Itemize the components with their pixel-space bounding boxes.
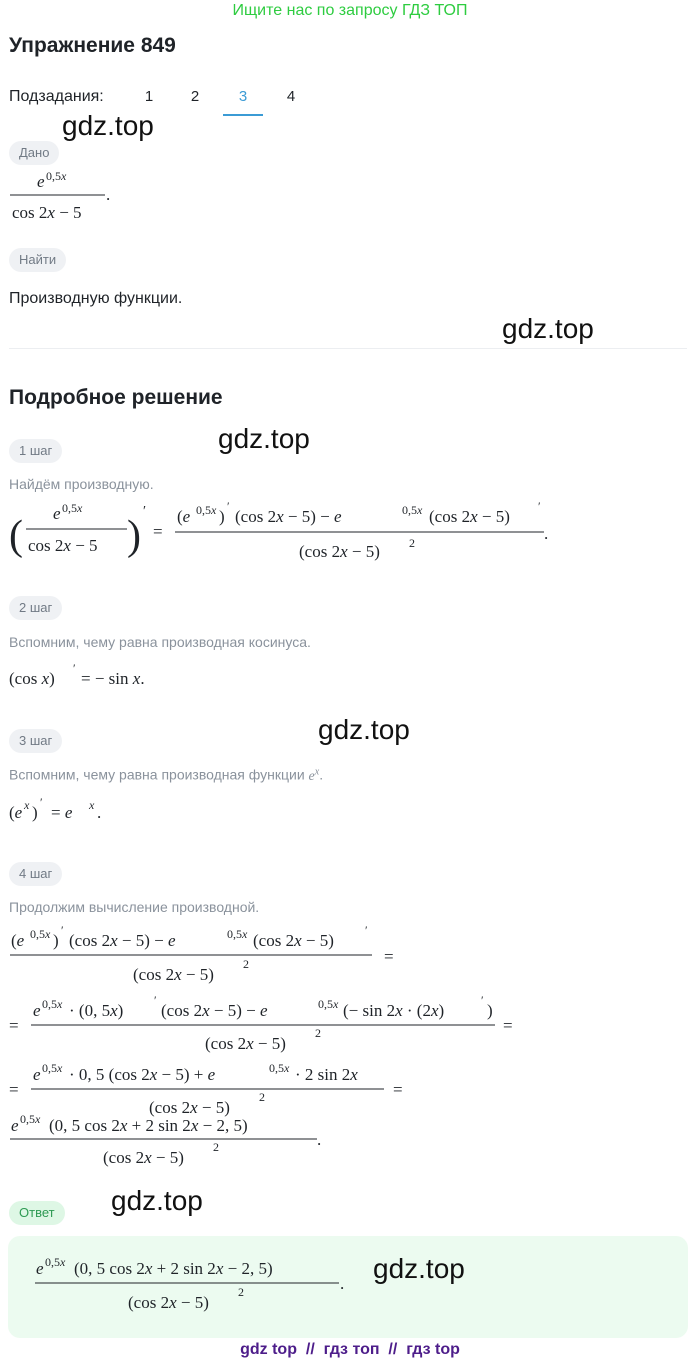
- svg-text:=: =: [9, 1016, 19, 1035]
- svg-text:cos 2x − 5: cos 2x − 5: [12, 203, 82, 222]
- svg-text:0,5x: 0,5x: [20, 1112, 41, 1126]
- svg-text:.: .: [317, 1130, 322, 1149]
- svg-text:(: (: [9, 513, 23, 559]
- step-4-badge: 4 шаг: [9, 862, 62, 886]
- svg-text:x: x: [24, 798, 30, 812]
- watermark: gdz.top: [502, 313, 594, 344]
- watermark: gdz.top: [373, 1253, 465, 1284]
- subtasks-label: Подзадания:: [9, 88, 104, 105]
- step-1-text: Найдём производную.: [9, 476, 154, 492]
- step-1-badge: 1 шаг: [9, 439, 62, 463]
- svg-text:0,5x: 0,5x: [30, 927, 51, 941]
- svg-text:(cos 2x − 5): (cos 2x − 5): [133, 965, 214, 984]
- svg-text:0,5x: 0,5x: [227, 927, 248, 941]
- svg-text:=: =: [153, 522, 163, 541]
- svg-text:(cos 2x − 5): (cos 2x − 5): [149, 1098, 230, 1117]
- svg-text:′: ′: [538, 499, 541, 513]
- svg-text:0,5x: 0,5x: [45, 1255, 66, 1269]
- svg-text:′: ′: [40, 795, 43, 809]
- page-title: Упражнение 849: [9, 34, 176, 57]
- svg-text:2: 2: [259, 1090, 265, 1104]
- svg-text:(− sin 2x · (2x): (− sin 2x · (2x): [343, 1001, 445, 1020]
- svg-text:.: .: [106, 185, 111, 204]
- svg-text:0,5x: 0,5x: [42, 997, 63, 1011]
- footer-links[interactable]: gdz top // гдз топ // гдз top: [240, 1341, 460, 1358]
- svg-text:e: e: [36, 1259, 44, 1278]
- step-3-formula: [9, 794, 139, 828]
- svg-text:= − sin x.: = − sin x.: [81, 669, 145, 688]
- find-text: Производную функции.: [9, 290, 183, 307]
- step-4-text: Продолжим вычисление производной.: [9, 899, 260, 915]
- svg-text:): ): [219, 507, 225, 526]
- tab-2[interactable]: 2: [190, 88, 200, 105]
- watermark: gdz.top: [62, 110, 154, 141]
- svg-text:.: .: [97, 803, 102, 822]
- svg-text:· (0, 5x): · (0, 5x): [69, 1001, 124, 1020]
- svg-text:′: ′: [365, 923, 368, 937]
- svg-text:(0, 5 cos 2x + 2 sin 2x − 2, 5: (0, 5 cos 2x + 2 sin 2x − 2, 5): [49, 1116, 248, 1135]
- svg-text:cos 2x − 5: cos 2x − 5: [28, 536, 98, 555]
- svg-text:(e: (e: [177, 507, 191, 526]
- svg-text:0,5x: 0,5x: [402, 503, 423, 517]
- svg-text:2: 2: [238, 1285, 244, 1299]
- given-formula: [9, 168, 119, 230]
- svg-text:(cos 2x − 5) − e: (cos 2x − 5) − e: [69, 931, 176, 950]
- svg-text:0,5x: 0,5x: [269, 1061, 290, 1075]
- svg-text:(cos 2x − 5) − e: (cos 2x − 5) − e: [161, 1001, 268, 1020]
- svg-text:e: e: [33, 1065, 41, 1084]
- step-4-formula: [9, 922, 539, 1167]
- svg-text:2: 2: [213, 1140, 219, 1154]
- svg-text:0,5x: 0,5x: [196, 503, 217, 517]
- step-2-text: Вспомним, чему равна производная косинуса.: [9, 634, 311, 650]
- svg-text:): ): [32, 803, 38, 822]
- given-badge: Дано: [9, 141, 59, 165]
- promo-banner[interactable]: Ищите нас по запросу ГДЗ ТОП: [232, 2, 468, 19]
- svg-text:(0, 5 cos 2x + 2 sin 2x − 2, 5: (0, 5 cos 2x + 2 sin 2x − 2, 5): [74, 1259, 273, 1278]
- svg-text:0,5x: 0,5x: [62, 501, 83, 515]
- step-2-badge: 2 шаг: [9, 596, 62, 620]
- svg-text:0,5x: 0,5x: [318, 997, 339, 1011]
- svg-text:): ): [53, 931, 59, 950]
- svg-text:′: ′: [143, 504, 147, 519]
- svg-text:): ): [127, 513, 141, 559]
- svg-text:′: ′: [227, 499, 230, 513]
- svg-text:=: =: [393, 1080, 403, 1099]
- svg-text:0,5x: 0,5x: [42, 1061, 63, 1075]
- svg-text:(cos 2x − 5): (cos 2x − 5): [429, 507, 510, 526]
- svg-text:· 2 sin 2x: · 2 sin 2x: [295, 1065, 358, 1084]
- svg-text:e: e: [53, 504, 61, 523]
- tab-4[interactable]: 4: [286, 88, 296, 105]
- active-tab-indicator: [223, 114, 263, 116]
- answer-formula: [34, 1252, 354, 1324]
- svg-text:x: x: [89, 798, 95, 812]
- step-3-text: Вспомним, чему равна производная функции $e^x$.: [9, 766, 324, 784]
- svg-text:(cos 2x − 5): (cos 2x − 5): [103, 1148, 184, 1167]
- answer-badge: Ответ: [9, 1201, 65, 1225]
- svg-text:(e: (e: [9, 803, 23, 822]
- step-3-badge: 3 шаг: [9, 729, 62, 753]
- divider: [9, 348, 687, 349]
- svg-text:′: ′: [154, 993, 157, 1007]
- svg-text:0,5x: 0,5x: [46, 169, 67, 183]
- solution-title: Подробное решение: [9, 386, 223, 409]
- svg-text:.: .: [544, 524, 549, 543]
- svg-text:(cos 2x − 5): (cos 2x − 5): [205, 1034, 286, 1053]
- watermark: gdz.top: [111, 1185, 203, 1216]
- svg-text:(cos 2x − 5): (cos 2x − 5): [299, 542, 380, 561]
- svg-text:′: ′: [61, 923, 64, 937]
- svg-text:· 0, 5 (cos 2x − 5) + e: · 0, 5 (cos 2x − 5) + e: [69, 1065, 216, 1084]
- svg-text:e: e: [37, 172, 45, 191]
- svg-text:e: e: [33, 1001, 41, 1020]
- step-1-formula: [9, 497, 569, 577]
- tab-3[interactable]: 3: [238, 88, 248, 105]
- svg-text:(cos x): (cos x): [9, 669, 55, 688]
- svg-text:e: e: [11, 1116, 19, 1135]
- svg-text:=: =: [384, 947, 394, 966]
- step-2-formula: [9, 660, 209, 694]
- svg-text:′: ′: [73, 661, 76, 675]
- svg-text:): ): [487, 1001, 493, 1020]
- svg-text:(cos 2x − 5): (cos 2x − 5): [128, 1293, 209, 1312]
- watermark: gdz.top: [218, 423, 310, 454]
- svg-text:2: 2: [315, 1026, 321, 1040]
- svg-text:2: 2: [243, 957, 249, 971]
- svg-text:′: ′: [481, 993, 484, 1007]
- svg-text:(cos 2x − 5): (cos 2x − 5): [253, 931, 334, 950]
- svg-text:.: .: [340, 1274, 345, 1293]
- svg-text:= e: = e: [51, 803, 73, 822]
- find-badge: Найти: [9, 248, 66, 272]
- watermark: gdz.top: [318, 714, 410, 745]
- svg-text:2: 2: [409, 536, 415, 550]
- svg-text:=: =: [503, 1016, 513, 1035]
- tab-1[interactable]: 1: [144, 88, 154, 105]
- svg-text:=: =: [9, 1080, 19, 1099]
- svg-text:(cos 2x − 5) − e: (cos 2x − 5) − e: [235, 507, 342, 526]
- svg-text:(e: (e: [11, 931, 25, 950]
